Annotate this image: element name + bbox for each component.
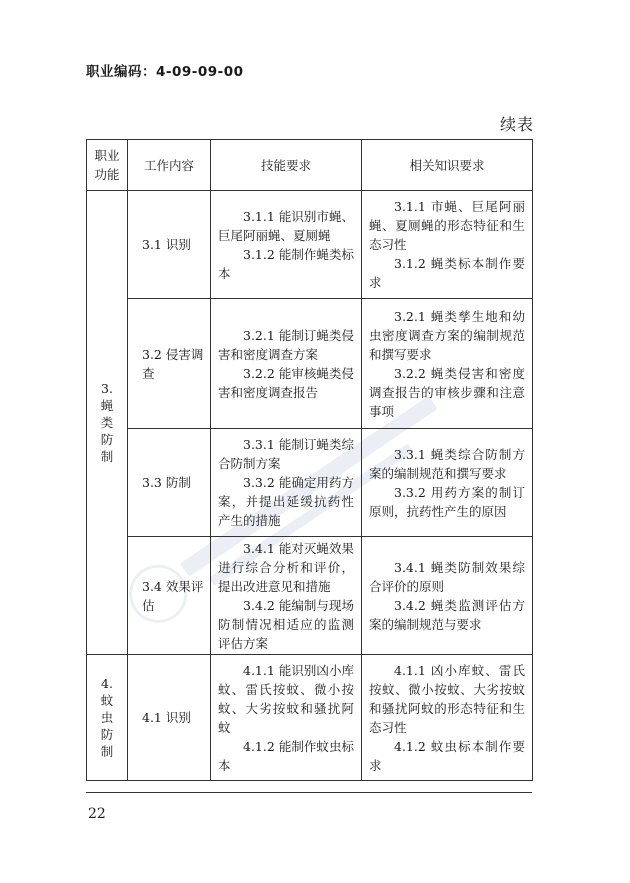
- knowledge-requirements-cell: [362, 191, 533, 299]
- knowledge-requirements-cell: [362, 655, 533, 781]
- work-content-cell: 3.2 侵害调查: [128, 299, 211, 429]
- skill-item: 3.3.1 能制订蝇类综合防制方案: [218, 437, 354, 471]
- skill-item: 4.1.2 能制作蚊虫标本: [218, 738, 354, 773]
- skill-item: 3.4.1 能对灭蝇效果进行综合分析和评价，提出改进意见和措施: [218, 540, 354, 594]
- table-row: [87, 429, 533, 537]
- skill-requirements-cell: [211, 299, 362, 429]
- header-work-content: 工作内容: [128, 140, 211, 191]
- table-row: [87, 655, 533, 781]
- knowledge-item: 3.4.1 蝇类防制效果综合评价的原则: [369, 559, 525, 594]
- skill-item: 4.1.1 能识别凶小库蚊、雷氏按蚊、微小按蚊、大劣按蚊和骚扰阿蚊: [218, 662, 354, 735]
- skill-item: 3.3.2 能确定用药方案，并提出延缓抗药性产生的措施: [218, 475, 354, 528]
- skill-requirements-cell: [211, 429, 362, 537]
- knowledge-item: 3.2.1 蝇类孳生地和幼虫密度调查方案的编制规范和撰写要求: [369, 308, 525, 362]
- table-header-row: [87, 140, 533, 191]
- work-content-cell: 3.3 防制: [128, 429, 211, 537]
- work-content-cell: 3.4 效果评估: [128, 537, 211, 655]
- work-content-cell: 4.1 识别: [128, 655, 211, 781]
- function-cell: 3. 蝇类防制: [87, 191, 128, 655]
- page-number: 22: [88, 806, 106, 822]
- knowledge-item: 4.1.1 凶小库蚊、雷氏按蚊、微小按蚊、大劣按蚊和骚扰阿蚊的形态特征和生态习性: [369, 662, 525, 735]
- knowledge-item: 3.1.2 蝇类标本制作要求: [369, 256, 525, 290]
- knowledge-requirements-cell: [362, 537, 533, 655]
- knowledge-requirements-cell: [362, 299, 533, 429]
- function-cell: 4. 蚊虫防制: [87, 655, 128, 781]
- knowledge-item: 3.4.2 蝇类监测评估方案的编制规范与要求: [369, 597, 525, 632]
- occupation-code: 职业编码：4-09-09-00: [86, 64, 244, 80]
- knowledge-item: 4.1.2 蚊虫标本制作要求: [369, 738, 525, 773]
- table-row: [87, 299, 533, 429]
- knowledge-item: 3.1.1 市蝇、巨尾阿丽蝇、夏厕蝇的形态特征和生态习性: [369, 199, 525, 252]
- work-content-cell: 3.1 识别: [128, 191, 211, 299]
- skill-item: 3.4.2 能编制与现场防制情况相适应的监测评估方案: [218, 597, 354, 651]
- skill-item: 3.1.1 能识别市蝇、巨尾阿丽蝇、夏厕蝇: [218, 208, 354, 243]
- footer-rule: [86, 792, 532, 793]
- header-function: 职业 功能: [87, 140, 128, 191]
- skill-item: 3.2.2 能审核蝇类侵害和密度调查报告: [218, 365, 354, 400]
- skill-item: 3.1.2 能制作蝇类标本: [218, 246, 354, 281]
- knowledge-item: 3.3.2 用药方案的制订原则，抗药性产生的原因: [369, 484, 525, 519]
- table-row: [87, 537, 533, 655]
- skill-requirements-cell: [211, 655, 362, 781]
- knowledge-item: 3.3.1 蝇类综合防制方案的编制规范和撰写要求: [369, 446, 525, 481]
- continued-label: 续表: [499, 115, 534, 134]
- skill-item: 3.2.1 能制订蝇类侵害和密度调查方案: [218, 327, 354, 362]
- skill-requirements-cell: [211, 191, 362, 299]
- header-skill-requirements: 技能要求: [211, 140, 362, 191]
- skill-requirements-cell: [211, 537, 362, 655]
- table-row: [87, 191, 533, 299]
- header-knowledge-requirements: 相关知识要求: [362, 140, 533, 191]
- knowledge-requirements-cell: [362, 429, 533, 537]
- skill-requirements-table: [86, 139, 533, 781]
- knowledge-item: 3.2.2 蝇类侵害和密度调查报告的审核步骤和注意事项: [369, 365, 525, 419]
